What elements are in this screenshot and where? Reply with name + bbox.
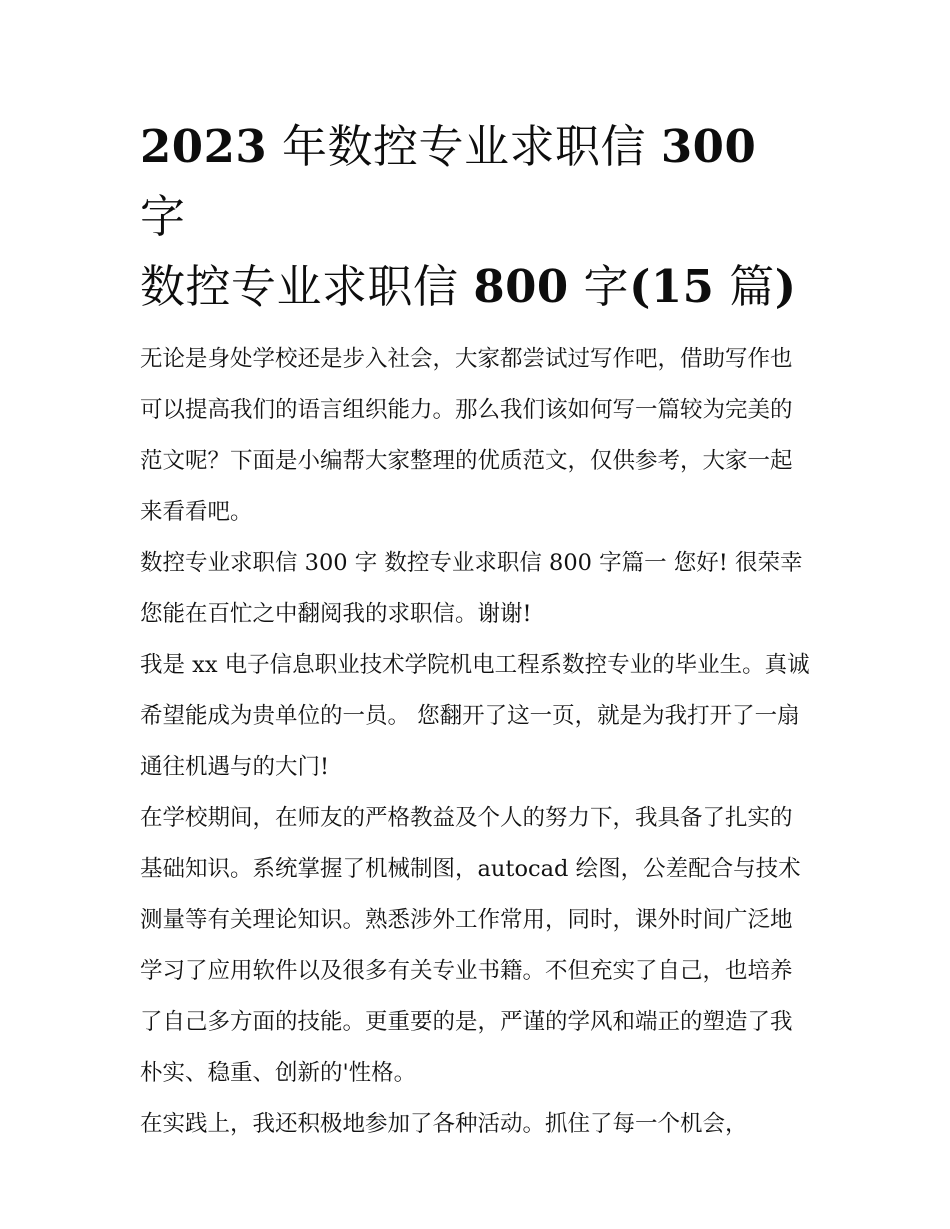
title-number: (15 <box>629 260 715 313</box>
body-paragraph: 数控专业求职信 300 字 数控专业求职信 800 字篇一 您好! 很荣幸您能在百忙之中翻阅我的求职信。谢谢! <box>140 550 803 627</box>
title-text: 篇 <box>714 260 775 313</box>
title-number: 800 <box>473 260 569 313</box>
document-title <box>140 112 812 322</box>
title-text: 数控专业求职信 <box>140 260 474 313</box>
body-paragraph: 无论是身处学校还是步入社会，大家都尝试过写作吧，借助写作也可以提高我们的语言组织能力。那么我们该如何写一篇较为完美的范文呢？下面是小编帮大家整理的优质范文，仅供参考，大家一起来看看吧。 <box>140 346 793 525</box>
title-text: 字 <box>568 260 630 313</box>
title-text: ) <box>774 260 797 313</box>
title-line-1 <box>140 120 756 243</box>
title-number: 300 <box>660 120 757 173</box>
title-year: 2023 <box>140 120 268 173</box>
body-paragraph: 我是 xx 电子信息职业技术学院机电工程系数控专业的毕业生。真诚希望能成为贵单位的一员。 您翻开了这一页，就是为我打开了一扇通往机遇与的大门! <box>140 652 810 780</box>
body-paragraph: 在实践上，我还积极地参加了各种活动。抓住了每一个机会， <box>140 1111 748 1137</box>
title-text: 字 <box>140 190 186 243</box>
body-paragraph: 在学校期间，在师友的严格教益及个人的努力下，我具备了扎实的基础知识。系统掌握了机械制图，autocad 绘图，公差配合与技术测量等有关理论知识。熟悉涉外工作常用，同时，课外时间广泛地学习了应用软件以及很多有关专业书籍。不但充实了自己，也培养了自己多方面的技能。更重要的是，严谨的学风和端正的塑造了我朴实、稳重、创新的'性格。 <box>140 805 801 1086</box>
title-line-2 <box>140 260 797 313</box>
title-text: 年数控专业求职信 <box>267 120 661 173</box>
document-content <box>140 112 812 1150</box>
document-body <box>140 334 812 1150</box>
